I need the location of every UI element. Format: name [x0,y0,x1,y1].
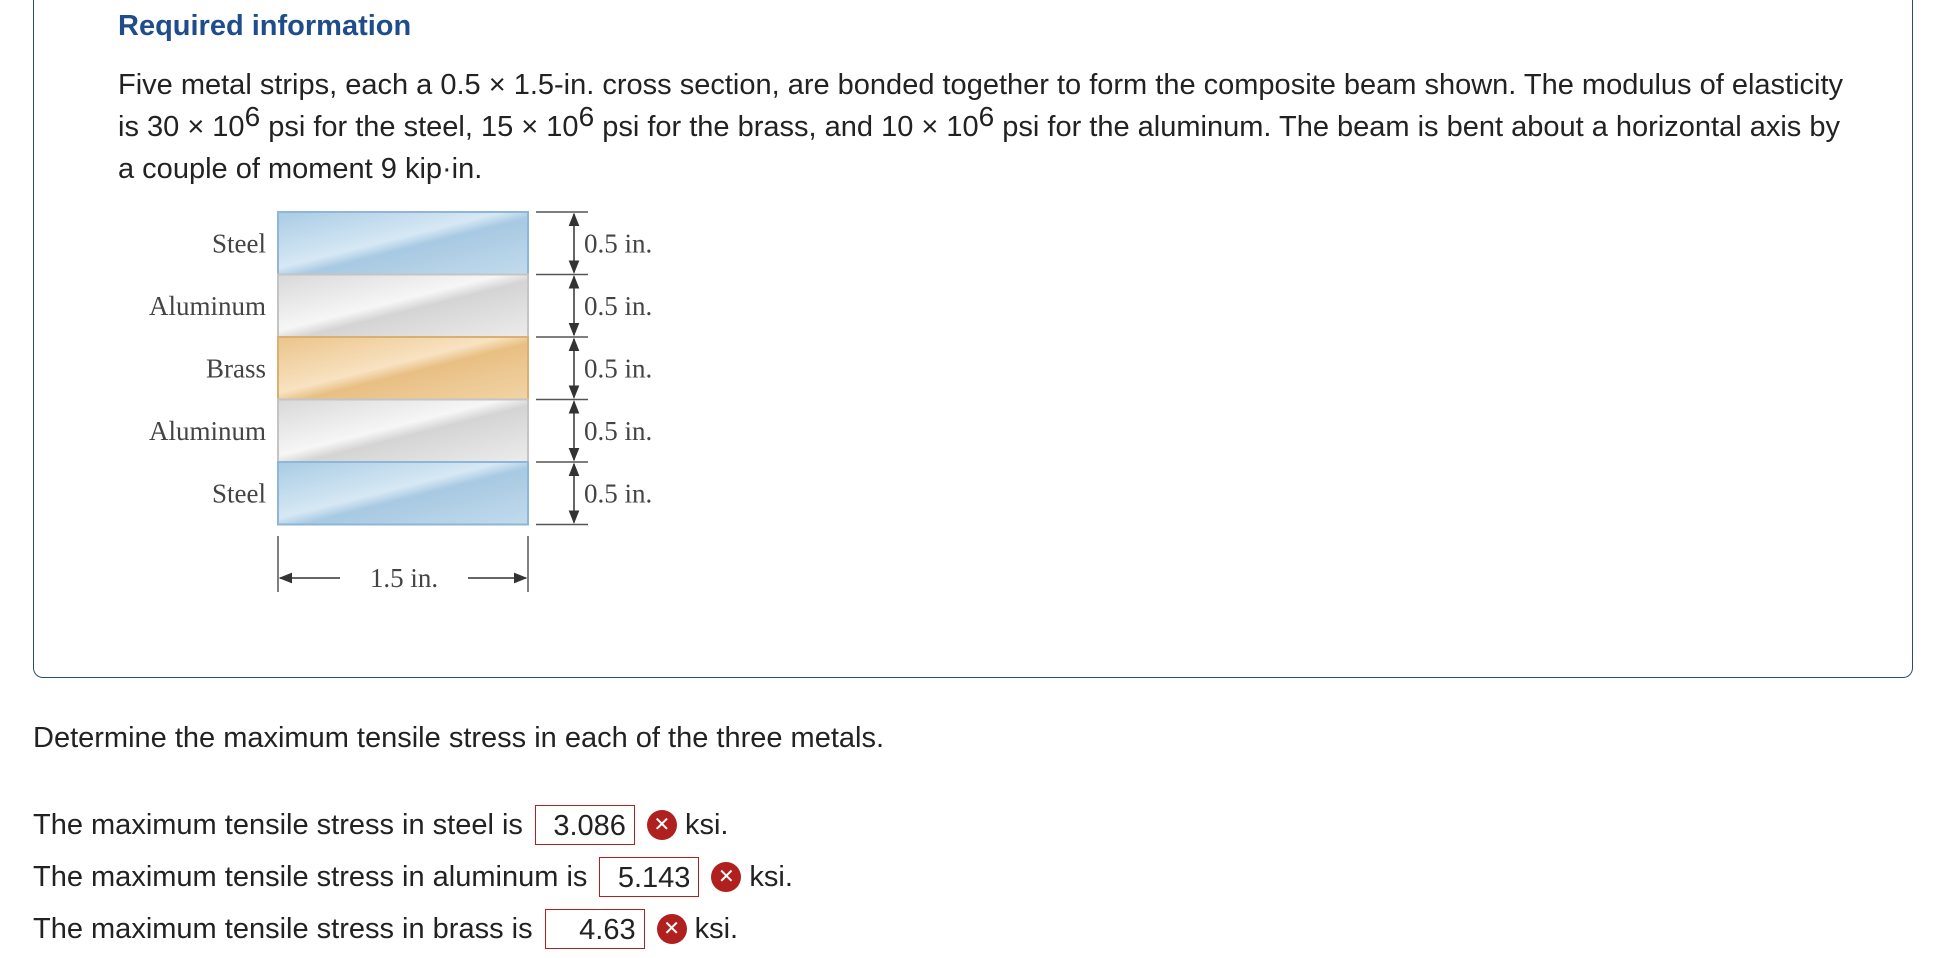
layer-steel-4 [278,462,528,525]
layer-label-3: Aluminum [148,415,266,446]
layer-label-2: Brass [206,353,266,384]
problem-statement [118,64,1848,190]
incorrect-icon: ✕ [711,862,741,892]
composite-beam-figure [118,200,718,600]
layer-steel-0 [278,212,528,275]
dim-label-0: 0.5 in. [584,228,653,259]
layer-label-4: Steel [212,478,266,509]
answer-input[interactable]: 4.63 [545,909,645,949]
answer-unit: ksi. [749,860,793,893]
layer-aluminum-1 [278,275,528,338]
answer-unit: ksi. [694,912,739,945]
beam-layers [149,212,528,525]
question-text: Determine the maximum tensile stress in each of the three metals. [33,722,885,754]
answer-unit: ksi. [684,808,729,841]
statement-part-1: Five metal strips, each a 0.5 × 1.5-in. cross section, are bonded together to form the composite beam shown. The modulus of elasticity is 30 × 10 [118,69,1844,143]
incorrect-icon: ✕ [657,914,687,944]
layer-aluminum-3 [278,400,528,463]
layer-label-1: Aluminum [148,290,266,321]
answer-row [33,804,728,846]
thickness-dimensions [536,212,652,525]
required-info-title: Required information [118,10,412,42]
dim-label-4: 0.5 in. [584,478,653,509]
width-label: 1.5 in. [369,563,439,593]
width-dimension [278,536,528,593]
exponent-1: 6 [244,101,261,132]
dim-label-3: 0.5 in. [584,415,653,446]
answer-row [33,856,793,898]
layer-brass-2 [278,337,528,400]
answer-prefix: The maximum tensile stress in steel is [33,808,523,841]
statement-part-2: psi for the steel, 15 × 10 [260,111,579,143]
answer-prefix: The maximum tensile stress in brass is [33,912,533,945]
answer-prefix: The maximum tensile stress in aluminum is [33,860,588,893]
dim-label-2: 0.5 in. [584,353,653,384]
answer-input[interactable]: 3.086 [535,805,635,845]
dim-label-1: 0.5 in. [584,290,653,321]
statement-part-4: psi for the aluminum. The beam is bent about a horizontal axis by a couple of moment 9 kip·in. [118,111,1840,185]
exponent-2: 6 [578,101,595,132]
exponent-3: 6 [978,101,995,132]
answer-input[interactable]: 5.143 [599,857,699,897]
statement-part-3: psi for the brass, and 10 × 10 [594,111,979,143]
incorrect-icon: ✕ [647,810,677,840]
answer-row [33,908,738,950]
layer-label-0: Steel [212,228,266,259]
